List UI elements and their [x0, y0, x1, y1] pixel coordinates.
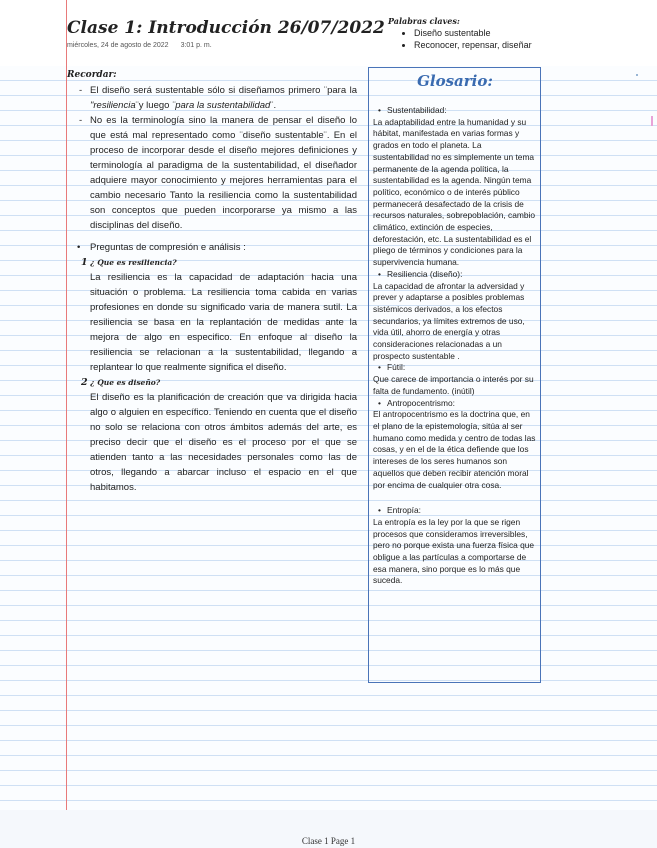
note-text: ¨y luego — [135, 100, 173, 111]
questions-heading: • Preguntas de compresión e análisis : — [67, 240, 357, 255]
time-text: 3:01 p. m. — [180, 42, 212, 49]
glossary-term: • Antropocentrismo: — [373, 398, 537, 410]
answer-text: El diseño es la planificación de creación que va dirigida hacia algo o alguien en específico. Teniendo en cuenta que el diseño no solo se relaciona con otros ámbitos además del arte, es preciso decir que el diseño es el proceso por el que se atienden tanto a las necesidades personales como las de otros, llegando a abarcar incluso el espacio en el que habitamos. — [90, 392, 357, 493]
glossary-definition: El antropocentrismo es la doctrina que, en el plano de la epistemología, sitúa al ser humano como medida y centro de todas las cosas, y en el de la ética defiende que los intereses de los seres humanos son aquellos que deben recibir atención moral por encima de cualquier otra cosa. — [373, 409, 536, 490]
glossary-definition: La adaptabilidad entre la humanidad y su hábitat, manifestada en varias formas y grados en todo el planeta. La sustentabilidad no es simplemente un tema permanente de la agenda política, la sustentabilidad es la agenda. Ningún tema político, económico o de interés público permanecerá desafectado de la crisis de recursos naturales, sobrepoblación, cambio climático, extinción de especies, deforestación, etc. La sustentabilidad es el pliego de términos y condiciones para la supervivencia humana. — [373, 116, 536, 268]
glossary-definition: Que carece de importancia o interés por su falta de fundamento. (inútil) — [373, 374, 534, 396]
answer-text: La resiliencia es la capacidad de adaptación hacia una situación o problema. La resiliencia toma cabida en varias profesiones en donde su significado varia de manera sutil. La resiliencia se basa en la replantación de medidas ante la mejora de algo en especifico. En enfoque al diseño la resiliencia se relacionan a la sustentabilidad, llegando a replantear lo que realmente significa el diseño. — [90, 272, 357, 373]
page-date — [67, 42, 212, 49]
glossary-title: Glosario: — [417, 72, 493, 90]
keyword-item: • Diseño sustentable — [414, 27, 648, 39]
question-number: 2 — [81, 377, 88, 388]
keywords-list — [388, 27, 648, 51]
note-text: ¨. — [270, 100, 277, 111]
glossary-term: • Sustentabilidad: — [373, 105, 537, 117]
notes-dash-list — [67, 83, 357, 233]
note-item: - No es la terminología sino la manera de pensar el diseño lo que está mal representado como ¨diseño sustentable¨. En el proceso de incorporar desde el diseño mejores definiciones y terminología al paradigma de la sustentabilidad, el diseñador adquiere mayor conocimiento y mejores herramientas para el cambio necesario Tanto la resiliencia como la sustentabilidad son conceptos que pueden incorporarse ya mismo a las disciplinas del diseño. — [67, 113, 357, 233]
glossary-term: • Resiliencia (diseño): — [373, 269, 537, 281]
note-emphasis: ¨para la sustentabilidad — [172, 100, 271, 111]
glossary-definition: La entropía es la ley por la que se rigen procesos que consideramos irreversibles, pero no porque exista una fuerza física que obligue a las partículas a comportarse de esa manera, sino porque es lo más que suceda. — [373, 516, 535, 586]
glossary-definition: La capacidad de afrontar la adversidad y prever y adaptarse a posibles problemas sistémicos derivados, a los efectos secundarios, ya límites extremos de uso, vida útil, ahorro de energía y otras consideraciones relacionadas a un prospecto sustentable . — [373, 280, 525, 361]
ink-dot — [636, 74, 638, 76]
keywords-box — [388, 16, 648, 51]
ink-mark — [651, 116, 653, 126]
keyword-item: • Reconocer, repensar, diseñar — [414, 39, 648, 51]
keywords-heading: Palabras claves: — [388, 16, 460, 26]
glossary-spacer — [373, 491, 537, 505]
question-text: ¿ Que es diseño? — [90, 378, 161, 387]
question-heading — [67, 255, 357, 270]
date-text: miércoles, 24 de agosto de 2022 — [67, 42, 169, 49]
note-item — [67, 83, 357, 113]
glossary-term: • Fútil: — [373, 362, 537, 374]
glossary-box — [368, 67, 541, 683]
question-number: 1 — [81, 257, 88, 268]
page-footer: Clase 1 Page 1 — [301, 836, 356, 846]
glossary-term: • Entropía: — [373, 505, 537, 517]
question-text: ¿ Que es resiliencia? — [90, 258, 177, 267]
notes-heading: Recordar: — [67, 70, 117, 80]
notes-section — [67, 68, 357, 495]
note-emphasis: "resiliencia — [90, 100, 136, 111]
note-text: El diseño será sustentable sólo si diseñamos primero ¨para la — [90, 85, 357, 96]
page-title: Clase 1: Introducción 26/07/2022 — [67, 18, 385, 38]
question-heading — [67, 375, 357, 390]
